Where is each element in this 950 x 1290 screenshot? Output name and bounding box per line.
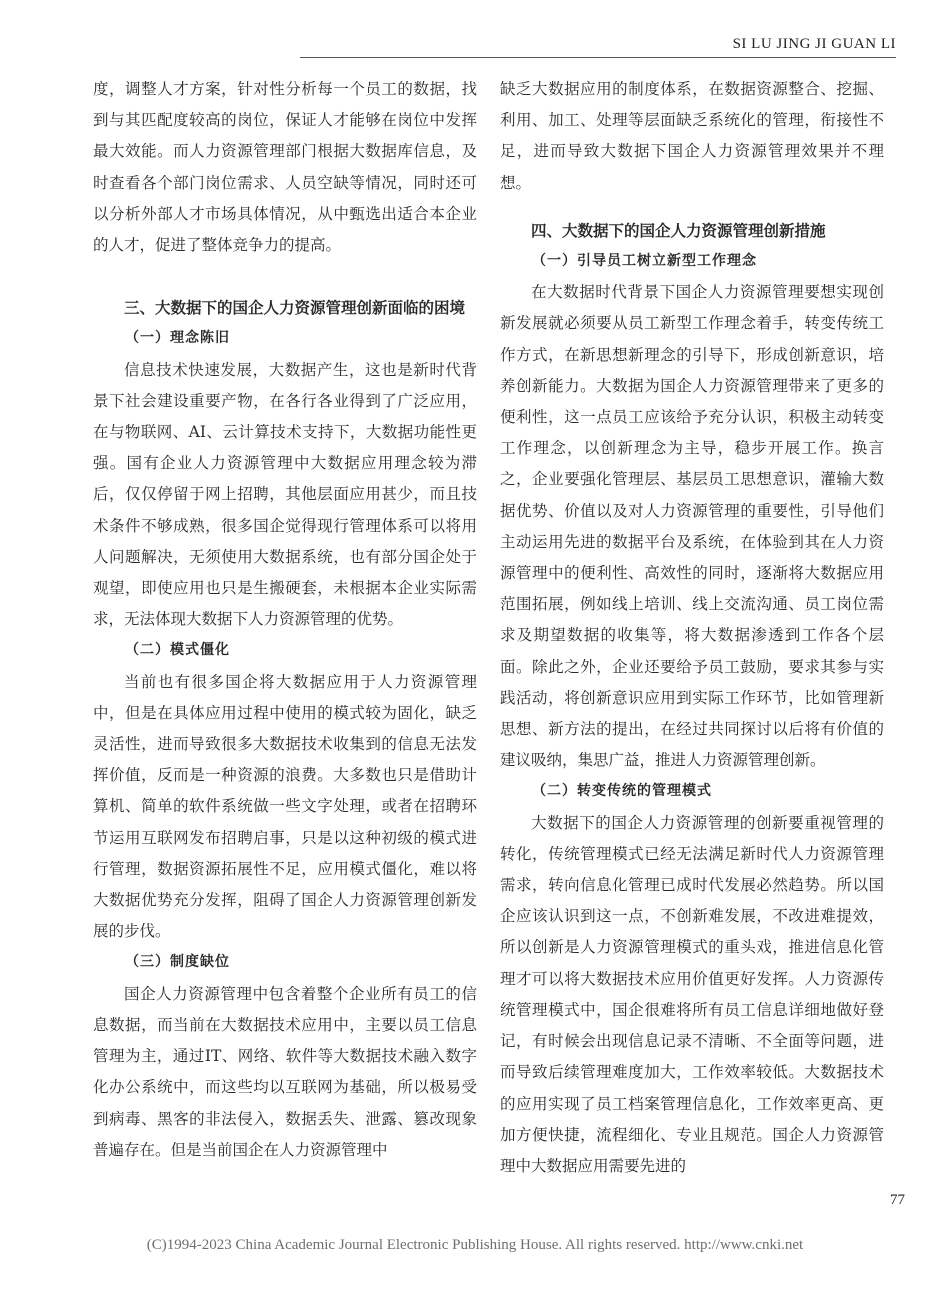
- section-3-heading: 三、大数据下的国企人力资源管理创新面临的困境: [124, 298, 466, 318]
- body-paragraph: 在大数据时代背景下国企人力资源管理要想实现创新发展就必须要从员工新型工作理念着手，转变传统工作方式，在新思想新理念的引导下，形成创新意识，培养创新能力。大数据为国企人力资源管理带来了更多的便利性，这一点员工应该给予充分认识，积极主动转变工作理念，以创新理念为主导，稳步开展工作。换言之，企业要强化管理层、基层员工思想意识，灌输大数据优势、价值以及对人力资源管理的重要性，引导他们主动运用先进的数据平台及系统，在体验到其在人力资源管理中的便利性、高效性的同时，逐渐将大数据应用范围拓展，例如线上培训、线上交流沟通、员工岗位需求及期望数据的收集等，将大数据渗透到工作各个层面。除此之外，企业还要给予员工鼓励，要求其参与实践活动，将创新意识应用到实际工作环节，比如管理新思想、新方法的提出，在经过共同探讨以后将有价值的建议吸纳，集思广益，推进人力资源管理创新。: [500, 283, 884, 770]
- subsection-heading: （二）转变传统的管理模式: [532, 783, 712, 800]
- page-number: 77: [890, 1192, 905, 1208]
- subsection-heading: （一）引导员工树立新型工作理念: [532, 253, 757, 270]
- left-column: [93, 74, 477, 1166]
- subsection-heading: （一）理念陈旧: [125, 330, 230, 347]
- body-paragraph: 国企人力资源管理中包含着整个企业所有员工的信息数据，而当前在大数据技术应用中，主要以员工信息管理为主，通过IT、网络、软件等大数据技术融入数字化办公系统中，而这些均以互联网为基础，所以极易受到病毒、黑客的非法侵入，数据丢失、泄露、篡改现象普遍存在。但是当前国企在人力资源管理中: [93, 984, 477, 1159]
- right-column: [500, 74, 884, 1182]
- intro-paragraph: 度，调整人才方案，针对性分析每一个员工的数据，找到与其匹配度较高的岗位，保证人才能够在岗位中发挥最大效能。而人力资源管理部门根据大数据库信息，及时查看各个部门岗位需求、人员空缺等情况，同时还可以分析外部人才市场具体情况，从中甄选出适合本企业的人才，促进了整体竞争力的提高。: [93, 80, 477, 255]
- subsection-heading: （三）制度缺位: [125, 954, 230, 971]
- journal-title: SI LU JING JI GUAN LI: [732, 36, 896, 52]
- section-4-heading: 四、大数据下的国企人力资源管理创新措施: [531, 220, 826, 240]
- subsection-heading: （二）模式僵化: [125, 642, 230, 659]
- header-rule: [300, 57, 896, 58]
- body-paragraph: 当前也有很多国企将大数据应用于人力资源管理中，但是在具体应用过程中使用的模式较为固化，缺乏灵活性，进而导致很多大数据技术收集到的信息无法发挥价值，反而是一种资源的浪费。大多数也只是借助计算机、简单的软件系统做一些文字处理，或者在招聘环节运用互联网发布招聘启事，只是以这种初级的模式进行管理，数据资源拓展性不足，应用模式僵化，难以将大数据优势充分发挥，阻碍了国企人力资源管理创新发展的步伐。: [93, 672, 477, 941]
- copyright-notice: (C)1994-2023 China Academic Journal Electronic Publishing House. All rights reserved. http://www.cnki.net: [146, 1237, 804, 1253]
- continuation-paragraph: 缺乏大数据应用的制度体系，在数据资源整合、挖掘、利用、加工、处理等层面缺乏系统化的管理，衔接性不足，进而导致大数据下国企人力资源管理效果并不理想。: [500, 80, 884, 192]
- running-header: [300, 14, 896, 58]
- body-paragraph: 大数据下的国企人力资源管理的创新要重视管理的转化，传统管理模式已经无法满足新时代人力资源管理需求，转向信息化管理已成时代发展必然趋势。所以国企应该认识到这一点，不创新难发展，不改进难提效，所以创新是人力资源管理模式的重头戏，推进信息化管理才可以将大数据技术应用价值更好发挥。人力资源传统管理模式中，国企很难将所有员工信息详细地做好登记，有时候会出现信息记录不清晰、不全面等问题，进而导致后续管理难度加大，工作效率较低。大数据技术的应用实现了员工档案管理信息化，工作效率更高、更加方便快捷，流程细化、专业且规范。国企人力资源管理中大数据应用需要先进的: [500, 813, 884, 1175]
- body-paragraph: 信息技术快速发展，大数据产生，这也是新时代背景下社会建设重要产物，在各行各业得到了广泛应用，在与物联网、AI、云计算技术支持下，大数据功能性更强。国有企业人力资源管理中大数据应用理念较为滞后，仅仅停留于网上招聘，其他层面应用甚少，而且技术条件不够成熟，很多国企觉得现行管理体系可以将用人问题解决，无须使用大数据系统，也有部分国企处于观望，即使应用也只是生搬硬套，未根据本企业实际需求，无法体现大数据下人力资源管理的优势。: [93, 360, 477, 629]
